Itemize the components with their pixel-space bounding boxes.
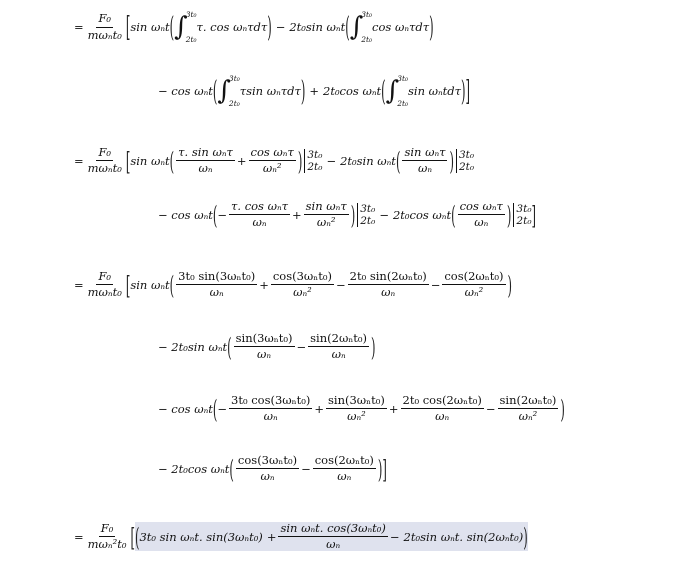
fraction-denominator: mωₙt₀ — [87, 285, 122, 300]
evaluation-lower-limit: 2t₀ — [360, 214, 376, 227]
minus-sign: − — [217, 401, 228, 416]
fraction-numerator: sin ωₙτ — [402, 146, 447, 161]
right-paren: ) — [350, 199, 356, 231]
right-bracket: ] — [531, 199, 537, 231]
left-paren: ( — [229, 453, 234, 485]
selected-expression-highlight[interactable] — [135, 522, 528, 551]
left-paren: ( — [169, 145, 175, 177]
fraction-numerator: 2t₀ sin(2ωₙt₀) — [348, 270, 429, 285]
left-paren: ( — [381, 74, 386, 108]
right-paren: ) — [297, 145, 303, 177]
integral-sign-icon: ∫ — [174, 12, 188, 42]
fraction — [234, 332, 295, 361]
fraction-denominator: ωₙ — [198, 161, 213, 176]
eq3-line1 — [74, 270, 512, 299]
fraction-denominator: ωₙ — [381, 285, 396, 300]
evaluation-bar — [456, 149, 474, 173]
fraction-numerator: cos(3ωₙt₀) — [271, 270, 334, 285]
plus-sign: + — [309, 84, 319, 98]
left-paren: ( — [395, 145, 401, 177]
fraction-numerator: F₀ — [96, 270, 113, 285]
fraction-numerator: sin ωₙt. cos(3ωₙt₀) — [278, 522, 387, 537]
minus-sign: − — [336, 277, 346, 292]
evaluation-lower-limit: 2t₀ — [516, 214, 532, 227]
fraction — [308, 332, 369, 361]
third-term: 2t₀sin ωₙt. sin(2ωₙt₀) — [403, 529, 524, 544]
plus-sign: + — [292, 207, 302, 222]
integrand: τ. cos ωₙτdτ — [196, 20, 268, 34]
fraction-numerator: F₀ — [96, 12, 113, 27]
fraction — [249, 146, 296, 175]
right-paren: ) — [377, 453, 383, 485]
right-bracket: ] — [382, 453, 387, 485]
eq3-line2 — [158, 332, 376, 361]
fraction-denominator: mωₙt₀ — [87, 27, 122, 42]
evaluation-upper-limit: 3t₀ — [307, 148, 323, 161]
fraction-numerator: 2t₀ cos(2ωₙt₀) — [401, 394, 484, 409]
fraction-denominator: ωₙ — [252, 215, 267, 230]
integrand: τsin ωₙτdτ — [239, 84, 301, 98]
integral-upper-limit: 3t₀ — [185, 10, 197, 19]
eq1-line2 — [158, 74, 470, 108]
fraction-denominator: ωₙ² — [262, 161, 282, 176]
equals-sign: = — [74, 277, 84, 292]
left-paren: ( — [212, 199, 218, 231]
lead-term: − 2t₀cos ωₙt — [158, 461, 230, 476]
first-term: 3t₀ sin ωₙt. sin(3ωₙt₀) — [139, 529, 263, 544]
fraction-denominator: ωₙ² — [464, 285, 484, 300]
left-paren: ( — [345, 10, 350, 44]
fraction-numerator: 3t₀ sin(3ωₙt₀) — [176, 270, 257, 285]
lead-term: − 2t₀sin ωₙt — [158, 339, 228, 354]
eq1-line1 — [74, 10, 434, 44]
plus-sign: + — [266, 529, 277, 544]
f0-over-mwt-fraction — [86, 146, 124, 175]
lead-term: − cos ωₙt — [158, 401, 213, 416]
left-paren: ( — [212, 74, 218, 108]
evaluation-bar — [513, 203, 531, 227]
plus-sign: + — [314, 401, 324, 416]
integral-lower-limit: 2t₀ — [228, 99, 240, 108]
minus-sign: − — [217, 207, 228, 222]
coefficient-term: 2t₀sin ωₙt — [289, 20, 346, 34]
integral-lower-limit: 2t₀ — [361, 35, 373, 44]
right-paren: ) — [300, 74, 306, 108]
fraction-denominator: ωₙ — [435, 409, 450, 424]
evaluation-bar-line — [304, 149, 305, 173]
fraction-denominator: ωₙ — [417, 161, 432, 176]
minus-sign: − — [379, 207, 389, 222]
fraction — [442, 270, 505, 299]
minus-sign: − — [485, 401, 496, 416]
fraction-numerator: F₀ — [99, 522, 116, 537]
lead-term: − cos ωₙt — [158, 84, 213, 98]
integrand: cos ωₙτdτ — [372, 20, 430, 34]
integral-upper-limit: 3t₀ — [361, 10, 373, 19]
eq2-line1 — [74, 146, 474, 175]
evaluation-upper-limit: 3t₀ — [360, 202, 376, 215]
plus-sign: + — [259, 277, 269, 292]
minus-sign: − — [430, 277, 441, 292]
fraction-numerator: sin(3ωₙt₀) — [234, 332, 295, 347]
fraction-numerator: sin(3ωₙt₀) — [326, 394, 387, 409]
plus-sign: + — [236, 153, 247, 168]
integral — [174, 10, 196, 44]
left-paren: ( — [212, 393, 218, 425]
left-bracket: [ — [125, 269, 131, 301]
fraction-numerator: sin(2ωₙt₀) — [308, 332, 369, 347]
integral-limits — [397, 74, 408, 108]
fraction-numerator: cos(2ωₙt₀) — [313, 454, 376, 469]
right-paren: ) — [506, 199, 512, 231]
evaluation-limits — [307, 149, 322, 173]
right-paren: ) — [523, 521, 528, 553]
fraction-numerator: cos ωₙτ — [249, 146, 296, 161]
fraction — [236, 454, 299, 483]
left-paren: ( — [227, 331, 232, 363]
coefficient-term: 2t₀cos ωₙt — [323, 84, 382, 98]
lead-term: − cos ωₙt — [158, 207, 213, 222]
left-bracket: [ — [125, 10, 131, 44]
left-paren: ( — [134, 521, 140, 553]
sin-term: sin ωₙt — [130, 153, 170, 168]
fraction — [229, 394, 312, 423]
fraction — [402, 146, 447, 175]
f0-over-mwt-fraction — [86, 12, 124, 41]
fraction-denominator: ωₙ² — [347, 409, 366, 424]
integral-lower-limit: 2t₀ — [185, 35, 197, 44]
f0-over-mw2t-fraction — [86, 522, 129, 551]
evaluation-bar — [304, 149, 322, 173]
fraction — [348, 270, 429, 299]
integral-limits — [229, 74, 240, 108]
fraction-denominator: ωₙ — [331, 347, 346, 362]
equals-sign: = — [74, 529, 84, 544]
integral — [386, 74, 408, 108]
minus-sign: − — [389, 529, 400, 544]
minus-sign: − — [301, 461, 311, 476]
fraction — [176, 146, 235, 175]
minus-sign: − — [275, 20, 286, 34]
fraction-denominator: ωₙ — [263, 409, 278, 424]
eq4-line1 — [74, 522, 528, 551]
evaluation-limits — [459, 149, 474, 173]
equals-sign: = — [74, 20, 84, 34]
fraction-numerator: τ. sin ωₙτ — [176, 146, 235, 161]
fraction — [304, 200, 349, 229]
fraction-denominator: ωₙ — [326, 537, 341, 552]
integral-upper-limit: 3t₀ — [228, 74, 240, 83]
fraction-numerator: sin(2ωₙt₀) — [498, 394, 559, 409]
right-paren: ) — [449, 145, 454, 177]
coefficient-term: 2t₀sin ωₙt — [340, 153, 396, 168]
left-paren: ( — [169, 10, 175, 44]
evaluation-bar-line — [357, 203, 358, 227]
fraction-denominator: ωₙ — [260, 469, 275, 484]
left-bracket: [ — [125, 145, 131, 177]
evaluation-bar-line — [456, 149, 457, 173]
coefficient-term: 2t₀cos ωₙt — [392, 207, 452, 222]
evaluation-upper-limit: 3t₀ — [458, 148, 475, 161]
eq3-line4 — [158, 454, 387, 483]
fraction-denominator: ωₙ² — [293, 285, 312, 300]
fraction-numerator: cos(3ωₙt₀) — [236, 454, 299, 469]
fraction — [176, 270, 257, 299]
fraction — [313, 454, 376, 483]
evaluation-lower-limit: 2t₀ — [307, 160, 323, 173]
right-paren: ) — [560, 393, 565, 425]
fraction-denominator: ωₙ — [257, 347, 272, 362]
fraction-denominator: mωₙ²t₀ — [87, 537, 127, 552]
fraction — [498, 394, 559, 423]
minus-sign: − — [326, 153, 337, 168]
right-paren: ) — [429, 10, 434, 44]
fraction-numerator: sin ωₙτ — [304, 200, 349, 215]
plus-sign: + — [388, 401, 399, 416]
minus-sign: − — [296, 339, 307, 354]
right-bracket: ] — [465, 74, 471, 108]
fraction — [401, 394, 484, 423]
integral-limits — [361, 10, 372, 44]
integral-sign-icon: ∫ — [217, 76, 231, 106]
evaluation-limits — [516, 203, 531, 227]
fraction-numerator: cos(2ωₙt₀) — [442, 270, 505, 285]
evaluation-upper-limit: 3t₀ — [516, 202, 532, 215]
fraction-denominator: ωₙ² — [518, 409, 538, 424]
fraction-denominator: ωₙ — [209, 285, 224, 300]
integral-sign-icon: ∫ — [349, 12, 364, 42]
equals-sign: = — [74, 153, 84, 168]
integral — [217, 74, 239, 108]
fraction-numerator: τ. cos ωₙτ — [229, 200, 290, 215]
integral-sign-icon: ∫ — [385, 76, 400, 106]
sin-term: sin ωₙt — [130, 20, 170, 34]
integral — [350, 10, 372, 44]
fraction — [271, 270, 334, 299]
evaluation-bar-line — [513, 203, 514, 227]
sin-term: sin ωₙt — [130, 277, 170, 292]
fraction-numerator: F₀ — [96, 146, 113, 161]
right-paren: ) — [267, 10, 272, 44]
evaluation-limits — [360, 203, 375, 227]
integrand: sin ωₙtdτ — [407, 84, 462, 98]
fraction-numerator: cos ωₙτ — [458, 200, 505, 215]
right-paren: ) — [507, 269, 512, 301]
integral-limits — [186, 10, 197, 44]
right-paren: ) — [371, 331, 376, 363]
evaluation-lower-limit: 2t₀ — [458, 160, 475, 173]
fraction-denominator: ωₙ — [474, 215, 489, 230]
fraction-denominator: ωₙ — [337, 469, 352, 484]
fraction-denominator: mωₙt₀ — [87, 161, 122, 176]
fraction — [229, 200, 290, 229]
left-paren: ( — [451, 199, 456, 231]
integral-lower-limit: 2t₀ — [397, 99, 408, 108]
left-paren: ( — [169, 269, 175, 301]
right-paren: ) — [461, 74, 466, 108]
eq2-line2 — [158, 200, 536, 229]
fraction — [458, 200, 505, 229]
fraction — [278, 522, 387, 551]
fraction — [326, 394, 387, 423]
evaluation-bar — [357, 203, 375, 227]
left-bracket: [ — [130, 521, 135, 553]
f0-over-mwt-fraction — [86, 270, 124, 299]
eq3-line3 — [158, 394, 565, 423]
integral-upper-limit: 3t₀ — [397, 74, 408, 83]
fraction-numerator: 3t₀ cos(3ωₙt₀) — [229, 394, 312, 409]
fraction-denominator: ωₙ² — [316, 215, 336, 230]
